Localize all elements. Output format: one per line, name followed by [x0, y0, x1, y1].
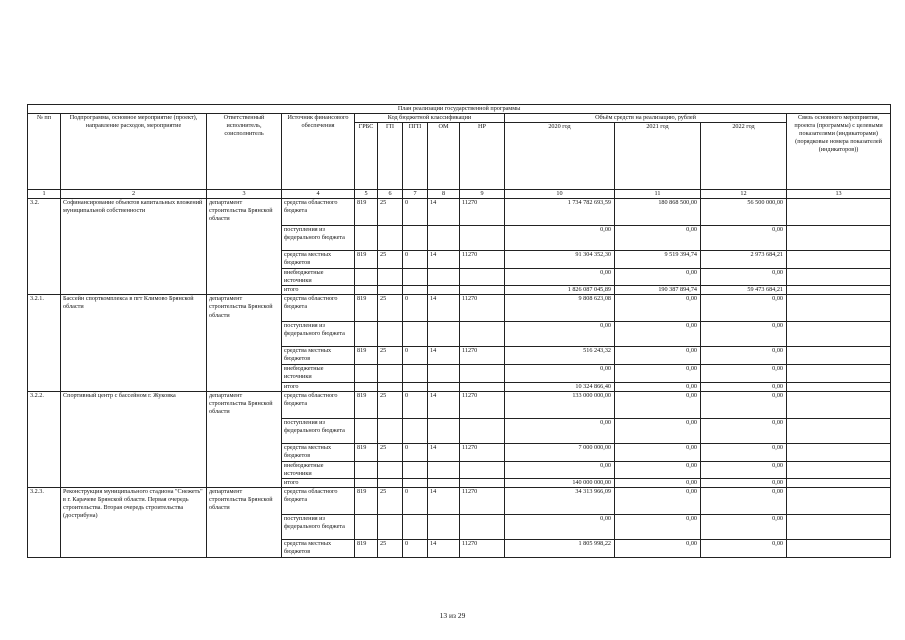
col-num-header: № пп [28, 114, 61, 190]
amount-2021: 0,00 [615, 347, 701, 365]
code-gp: 25 [378, 487, 403, 514]
column-number-cell: 5 [355, 190, 378, 199]
indicator-link-cell [787, 286, 891, 295]
col-responsible-header: Ответственный исполнитель, соисполнитель [207, 114, 282, 190]
funding-source: внебюджетные источники [282, 269, 355, 286]
activity-name: Реконструкция муниципального стадиона "Снежеть" в г. Карачеве Брянской области. Первая очередь строительства. Вторая очередь строительства (дострибуна) [61, 487, 207, 557]
amount-2022: 0,00 [701, 295, 787, 322]
amount-2020: 1 826 087 045,89 [505, 286, 615, 295]
code-om: 14 [428, 199, 460, 226]
amount-2021: 0,00 [615, 478, 701, 487]
code-nr [460, 365, 505, 382]
code-grbs: 819 [355, 347, 378, 365]
amount-2020: 9 808 623,08 [505, 295, 615, 322]
funding-source: поступления из федерального бюджета [282, 226, 355, 251]
column-number-cell: 2 [61, 190, 207, 199]
code-nr [460, 382, 505, 391]
code-nr: 11270 [460, 347, 505, 365]
funding-source: средства областного бюджета [282, 295, 355, 322]
indicator-link-cell [787, 478, 891, 487]
code-om [428, 418, 460, 443]
code-gp [378, 365, 403, 382]
funding-source: средства областного бюджета [282, 487, 355, 514]
column-number-cell: 1 [28, 190, 61, 199]
amount-2021: 190 387 894,74 [615, 286, 701, 295]
code-om [428, 322, 460, 347]
table-row [28, 199, 891, 226]
volume-group-header: Объём средств на реализацию, рублей [505, 114, 787, 123]
code-nr [460, 418, 505, 443]
code-pgp: 0 [403, 487, 428, 514]
year-col-2022: 2022 год [701, 123, 787, 190]
column-number-cell: 9 [460, 190, 505, 199]
code-nr: 11270 [460, 251, 505, 269]
code-gp: 25 [378, 347, 403, 365]
plan-table [27, 104, 891, 558]
funding-source: средства местных бюджетов [282, 443, 355, 461]
amount-2020: 0,00 [505, 418, 615, 443]
amount-2022: 0,00 [701, 322, 787, 347]
code-grbs [355, 461, 378, 478]
amount-2020: 140 000 000,00 [505, 478, 615, 487]
code-om [428, 382, 460, 391]
funding-source: средства местных бюджетов [282, 251, 355, 269]
column-number-cell: 3 [207, 190, 282, 199]
funding-source: средства местных бюджетов [282, 539, 355, 557]
indicator-link-cell [787, 391, 891, 418]
page-number: 13 из 29 [439, 611, 466, 620]
plan-table-body [28, 105, 891, 558]
code-gp: 25 [378, 391, 403, 418]
code-gp: 25 [378, 443, 403, 461]
amount-2021: 0,00 [615, 295, 701, 322]
code-grbs: 819 [355, 391, 378, 418]
indicator-link-cell [787, 514, 891, 539]
amount-2022: 0,00 [701, 418, 787, 443]
amount-2022: 0,00 [701, 443, 787, 461]
row-number: 3.2. [28, 199, 61, 295]
code-pgp: 0 [403, 295, 428, 322]
funding-source: поступления из федерального бюджета [282, 322, 355, 347]
amount-2020: 0,00 [505, 226, 615, 251]
code-pgp: 0 [403, 443, 428, 461]
amount-2021: 0,00 [615, 461, 701, 478]
code-om: 14 [428, 487, 460, 514]
column-number-cell: 13 [787, 190, 891, 199]
code-om: 14 [428, 295, 460, 322]
amount-2022: 0,00 [701, 269, 787, 286]
funding-source: итого [282, 286, 355, 295]
amount-2020: 133 000 000,00 [505, 391, 615, 418]
amount-2022: 0,00 [701, 539, 787, 557]
code-nr [460, 322, 505, 347]
code-nr [460, 269, 505, 286]
code-grbs [355, 365, 378, 382]
code-gp: 25 [378, 251, 403, 269]
amount-2022: 2 973 684,21 [701, 251, 787, 269]
responsible-executor: департамент строительства Брянской области [207, 391, 282, 487]
indicator-link-cell [787, 251, 891, 269]
funding-source: итого [282, 382, 355, 391]
column-number-cell: 7 [403, 190, 428, 199]
indicator-link-cell [787, 322, 891, 347]
code-col-grbs: ГРБС [355, 123, 378, 190]
amount-2022: 59 473 684,21 [701, 286, 787, 295]
code-grbs [355, 269, 378, 286]
amount-2020: 91 304 352,30 [505, 251, 615, 269]
amount-2021: 0,00 [615, 443, 701, 461]
code-gp [378, 269, 403, 286]
code-gp [378, 478, 403, 487]
responsible-executor: департамент строительства Брянской области [207, 199, 282, 295]
code-nr [460, 226, 505, 251]
amount-2022: 0,00 [701, 487, 787, 514]
column-numbers-row [28, 190, 891, 199]
code-pgp: 0 [403, 199, 428, 226]
code-nr: 11270 [460, 487, 505, 514]
amount-2022: 0,00 [701, 382, 787, 391]
code-pgp: 0 [403, 347, 428, 365]
amount-2020: 34 313 966,09 [505, 487, 615, 514]
amount-2020: 516 243,32 [505, 347, 615, 365]
amount-2021: 0,00 [615, 322, 701, 347]
code-pgp [403, 418, 428, 443]
year-col-2020: 2020 год [505, 123, 615, 190]
amount-2020: 0,00 [505, 269, 615, 286]
code-om [428, 514, 460, 539]
amount-2022: 0,00 [701, 347, 787, 365]
responsible-executor: департамент строительства Брянской области [207, 295, 282, 391]
code-om [428, 461, 460, 478]
column-number-cell: 4 [282, 190, 355, 199]
code-om [428, 269, 460, 286]
code-om [428, 478, 460, 487]
code-grbs: 819 [355, 443, 378, 461]
code-col-nr: НР [460, 123, 505, 190]
table-row [28, 391, 891, 418]
indicator-link-cell [787, 418, 891, 443]
code-pgp: 0 [403, 539, 428, 557]
code-pgp [403, 382, 428, 391]
indicator-link-cell [787, 199, 891, 226]
code-grbs [355, 322, 378, 347]
code-om [428, 365, 460, 382]
indicator-link-cell [787, 382, 891, 391]
row-number: 3.2.2. [28, 391, 61, 487]
amount-2020: 0,00 [505, 365, 615, 382]
amount-2021: 0,00 [615, 391, 701, 418]
indicator-link-cell [787, 487, 891, 514]
code-pgp [403, 514, 428, 539]
code-col-gp: ГП [378, 123, 403, 190]
amount-2022: 0,00 [701, 478, 787, 487]
code-om [428, 286, 460, 295]
column-number-cell: 11 [615, 190, 701, 199]
code-gp [378, 418, 403, 443]
col-subprogram-header: Подпрограмма, основное мероприятие (проект), направление расходов, мероприятие [61, 114, 207, 190]
code-pgp [403, 322, 428, 347]
funding-source: внебюджетные источники [282, 461, 355, 478]
amount-2021: 0,00 [615, 514, 701, 539]
funding-source: поступления из федерального бюджета [282, 418, 355, 443]
amount-2021: 0,00 [615, 539, 701, 557]
code-nr [460, 286, 505, 295]
code-pgp [403, 226, 428, 251]
code-pgp [403, 286, 428, 295]
code-pgp: 0 [403, 391, 428, 418]
table-row [28, 487, 891, 514]
code-grbs [355, 478, 378, 487]
column-number-cell: 6 [378, 190, 403, 199]
amount-2021: 180 868 500,00 [615, 199, 701, 226]
col-source-header: Источник финансового обеспечения [282, 114, 355, 190]
column-number-cell: 8 [428, 190, 460, 199]
amount-2022: 0,00 [701, 461, 787, 478]
code-grbs [355, 418, 378, 443]
code-om: 14 [428, 251, 460, 269]
activity-name: Софинансирование объектов капитальных вложений муниципальной собственности [61, 199, 207, 295]
code-grbs: 819 [355, 295, 378, 322]
code-grbs: 819 [355, 251, 378, 269]
code-pgp [403, 478, 428, 487]
code-grbs [355, 382, 378, 391]
column-number-cell: 12 [701, 190, 787, 199]
code-om: 14 [428, 539, 460, 557]
amount-2022: 0,00 [701, 365, 787, 382]
code-pgp [403, 461, 428, 478]
code-nr [460, 478, 505, 487]
funding-source: средства местных бюджетов [282, 347, 355, 365]
code-nr: 11270 [460, 391, 505, 418]
row-number: 3.2.3. [28, 487, 61, 557]
code-nr: 11270 [460, 443, 505, 461]
amount-2021: 0,00 [615, 418, 701, 443]
code-nr: 11270 [460, 295, 505, 322]
code-gp [378, 286, 403, 295]
amount-2021: 9 519 394,74 [615, 251, 701, 269]
code-col-pgp: ПГП [403, 123, 428, 190]
code-grbs [355, 286, 378, 295]
code-om: 14 [428, 443, 460, 461]
indicator-link-cell [787, 269, 891, 286]
amount-2021: 0,00 [615, 382, 701, 391]
col-link-header: Связь основного мероприятия, проекта (программы) с целевыми показателями (индикаторами) (порядковые номера показателей (индикаторов)) [787, 114, 891, 190]
code-gp: 25 [378, 539, 403, 557]
amount-2022: 56 500 000,00 [701, 199, 787, 226]
code-gp [378, 226, 403, 251]
amount-2021: 0,00 [615, 365, 701, 382]
amount-2021: 0,00 [615, 269, 701, 286]
code-grbs [355, 226, 378, 251]
code-gp [378, 382, 403, 391]
funding-source: средства областного бюджета [282, 391, 355, 418]
amount-2020: 0,00 [505, 514, 615, 539]
year-col-2021: 2021 год [615, 123, 701, 190]
amount-2022: 0,00 [701, 514, 787, 539]
indicator-link-cell [787, 226, 891, 251]
amount-2020: 0,00 [505, 461, 615, 478]
code-nr [460, 514, 505, 539]
code-pgp [403, 365, 428, 382]
amount-2021: 0,00 [615, 226, 701, 251]
activity-name: Спортивный центр с бассейном г. Жуковка [61, 391, 207, 487]
indicator-link-cell [787, 443, 891, 461]
plan-title: План реализации государственной программы [28, 105, 891, 114]
amount-2020: 0,00 [505, 322, 615, 347]
amount-2022: 0,00 [701, 226, 787, 251]
code-group-header: Код бюджетной классификации [355, 114, 505, 123]
amount-2022: 0,00 [701, 391, 787, 418]
amount-2020: 1 734 782 693,59 [505, 199, 615, 226]
activity-name: Бассейн спорткомплекса в пгт Климово Брянской области [61, 295, 207, 391]
code-gp: 25 [378, 295, 403, 322]
amount-2020: 10 324 866,40 [505, 382, 615, 391]
code-om: 14 [428, 391, 460, 418]
row-number: 3.2.1. [28, 295, 61, 391]
code-gp [378, 461, 403, 478]
code-grbs: 819 [355, 539, 378, 557]
funding-source: внебюджетные источники [282, 365, 355, 382]
indicator-link-cell [787, 347, 891, 365]
indicator-link-cell [787, 295, 891, 322]
code-nr: 11270 [460, 539, 505, 557]
code-gp [378, 322, 403, 347]
code-grbs [355, 514, 378, 539]
code-pgp: 0 [403, 251, 428, 269]
code-om [428, 226, 460, 251]
amount-2020: 1 805 998,22 [505, 539, 615, 557]
amount-2020: 7 000 000,00 [505, 443, 615, 461]
indicator-link-cell [787, 461, 891, 478]
code-nr: 11270 [460, 199, 505, 226]
code-grbs: 819 [355, 199, 378, 226]
column-number-cell: 10 [505, 190, 615, 199]
amount-2021: 0,00 [615, 487, 701, 514]
code-gp [378, 514, 403, 539]
funding-source: средства областного бюджета [282, 199, 355, 226]
indicator-link-cell [787, 365, 891, 382]
indicator-link-cell [787, 539, 891, 557]
table-row [28, 295, 891, 322]
code-nr [460, 461, 505, 478]
funding-source: поступления из федерального бюджета [282, 514, 355, 539]
responsible-executor: департамент строительства Брянской области [207, 487, 282, 557]
funding-source: итого [282, 478, 355, 487]
code-om: 14 [428, 347, 460, 365]
code-pgp [403, 269, 428, 286]
code-gp: 25 [378, 199, 403, 226]
code-grbs: 819 [355, 487, 378, 514]
code-col-om: ОМ [428, 123, 460, 190]
